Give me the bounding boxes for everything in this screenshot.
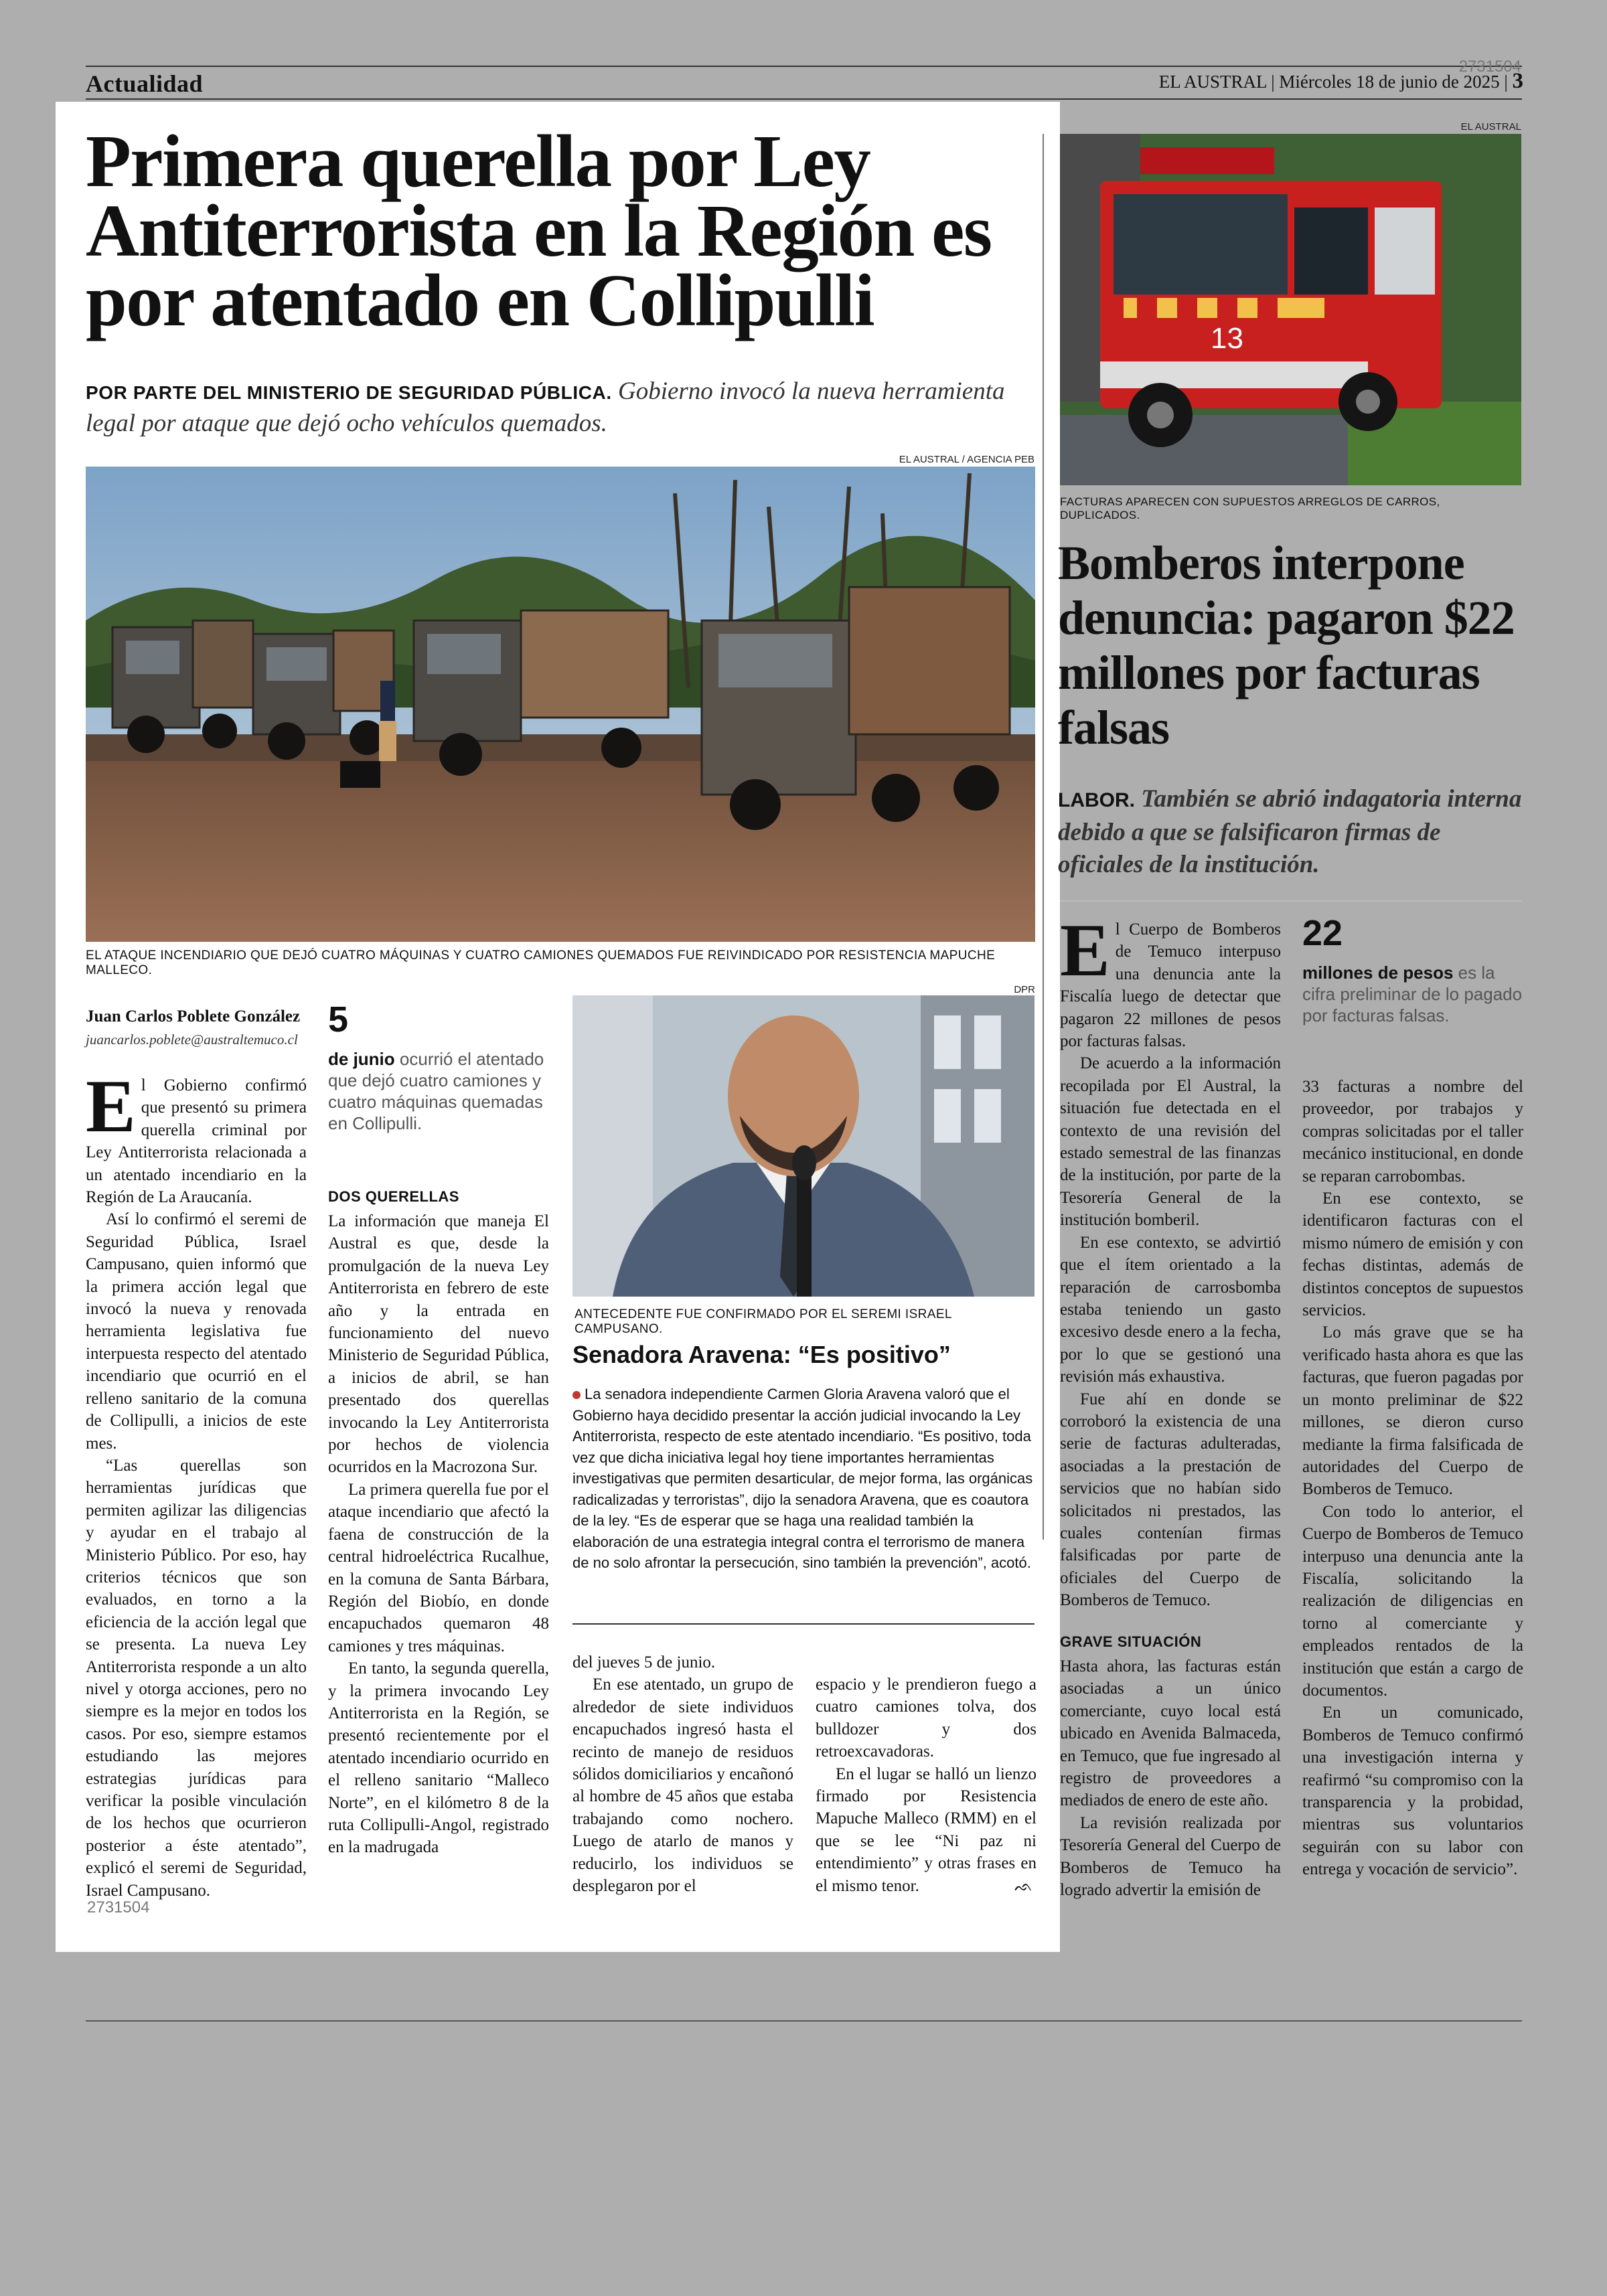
portrait-credit: DPR [1014,984,1035,995]
page-folio: EL AUSTRAL | Miércoles 18 de junio de 2025 | 3 [1158,69,1523,93]
side-col2-para-1: 33 facturas a nombre del proveedor, por trabajos y compras solicitadas por el taller mecánico institucional, en donde se reparan carrobombas. [1302,1078,1523,1185]
side-subhead: GRAVE SITUACIÓN [1060,1633,1202,1650]
header-rule [86,66,1522,67]
main-photo-credit: EL AUSTRAL / AGENCIA PEB [899,454,1035,465]
side-col2-para-4: Con todo lo anterior, el Cuerpo de Bomberos de Temuco interpuso una denuncia ante la Fiscalía, solicitando la realización de diligencias en torno al comerciante y empleados rentados de la institución que están a cargo de documentos. [1302,1502,1523,1700]
side-column-1 [1060,909,1281,1612]
side-stat-description: es la cifra preliminar de lo pagado por facturas falsas. [1302,963,1523,1026]
truck-number: 13 [1211,322,1243,355]
side-col2-para-3: Lo más grave que se ha verificado hasta ahora es que las facturas, que fueron pagadas por un monto preliminar de $22 millones, se dieron curso mediante la firma falsificada de autoridades del Cuerpo de Bomberos de Temuco. [1302,1323,1523,1499]
side-column-2 [1302,1076,1523,1881]
main-col1-para-3: “Las querellas son herramientas jurídicas que permiten agilizar las diligencias y ayudar en el trabajo al Ministerio Público. Por eso, hay criterios técnicos que son evaluados, en torno a la eficiencia de la acción legal que se presenta. La nueva Ley Antiterrorista responde a un alto nivel y otorga acciones, pero no siempre es la mejor en todos los casos. Por eso, siempre estamos estudiando las mejores estrategias jurídicas para verificar la posible vinculación de los hechos que ocurrieron posterior a éste atentado”, explicó el seremi de Seguridad, Israel Campusano. [86,1456,307,1900]
fire-truck-photo [1060,134,1521,485]
bullet-icon [572,1391,581,1399]
main-lede-kicker: POR PARTE DEL MINISTERIO DE SEGURIDAD PÚBLICA. [86,382,612,403]
side-stat-number: 22 [1302,913,1343,953]
page-number: 3 [1512,69,1523,93]
side-col1-para-1: El Cuerpo de Bomberos de Temuco interpuso una denuncia ante la Fiscalía luego de detectar que pagaron 22 millones de pesos por facturas falsas. [1060,909,1281,1051]
main-col2-para-2: La primera querella fue por el ataque incendiario que afectó la faena de construcción de la central hidroeléctrica Rucalhue, en la comuna de Santa Bárbara, Región del Biobío, en donde encapuchados quemaron 48 camiones y tres máquinas. [328,1480,549,1655]
burned-trucks-photo [86,467,1035,942]
main-headline: Primera querella por Ley Antiterrorista en la Región es por atentado en Collipulli [86,120,992,342]
main-col2-para-3: En tanto, la segunda querella, y la primera invocando Ley Antiterrorista en la Región, se presentó recientemente por el atentado incendiario ocurrido en el relleno sanitario “Malleco Norte”, en el kilómetro 8 de la ruta Collipulli-Angol, registrado en la madrugada [328,1659,549,1857]
side-lede [1058,783,1527,881]
side-lede-rule [1060,900,1522,902]
seremi-portrait-photo [572,995,1035,1297]
box-text: La senadora independiente Carmen Gloria Aravena valoró que el Gobierno haya decidido presentar la acción judicial invocando la Ley Antiterrorista, respecto de este atentado incendiario. “Es positivo, toda vez que dicha iniciativa legal hoy tiene importantes herramientas investigativas que permiten desarticular, de mejor forma, las orgánicas radicalizadas y terroristas”, dijo la senadora Aravena, que es coautora de la ley. “Es de esperar que se haga una realidad también la elaboración de una estrategia integral contra el terrorismo de manera de no solo afrontar la persecución, sino también la prevención”, acotó. [572,1386,1033,1571]
side-col1-para-4: Fue ahí en donde se corroboró la existencia de una serie de facturas adulteradas, asociadas a la prestación de servicios que no habían sido solicitados ni prestados, las cuales contenían firmas falsificadas por parte de oficiales del Cuerpo de Bomberos de Temuco. [1060,1390,1281,1610]
side-col1-para-3: En ese contexto, se advirtió que el ítem orientado a la reparación de carrosbomba estaba teniendo un gasto excesivo desde enero a la fecha, por lo que se gestionó una revisión más exhaustiva. [1060,1233,1281,1386]
side-photo-caption: FACTURAS APARECEN CON SUPUESTOS ARREGLOS DE CARROS, DUPLICADOS. [1060,495,1440,521]
main-column-2 [328,1210,549,1859]
main-column-3 [572,1651,793,1897]
byline: Juan Carlos Poblete González [86,1007,301,1026]
stat-number: 5 [328,999,349,1040]
box-rule [572,1623,1035,1625]
end-mark-icon: ᨒ [1014,1878,1033,1894]
main-col3-para-1: del jueves 5 de junio. [572,1653,716,1671]
subhead-dos-querellas: DOS QUERELLAS [328,1188,459,1205]
side-stat-bold: millones de pesos [1302,963,1454,983]
footer-rule [86,2020,1522,2022]
corner-id: 2731504 [1458,58,1521,76]
main-col3-para-2: En ese atentado, un grupo de alrededor de siete individuos encapuchados ingresó hasta el recinto de manejo de residuos sólidos domiciliarios y encañonó al hombre de 45 años que estaba trabajando como nochero. Luego de atarlo de manos y reducirlo, los individuos se desplegaron por el [572,1675,793,1896]
side-lede-text: También se abrió indagatoria interna debido a que se falsificaron firmas de oficiales de la institución. [1058,785,1522,878]
main-col4-para-1: espacio y le prendieron fuego a cuatro camiones tolva, dos bulldozer y dos retroexcavadoras. [816,1675,1037,1761]
side-col1b-para-2: La revisión realizada por Tesorería General del Cuerpo de Bomberos de Temuco ha logrado advertir la emisión de [1060,1813,1281,1900]
stat-description: ocurrió el atentado que dejó cuatro camiones y cuatro máquinas quemadas en Collipulli. [328,1049,544,1133]
burned-trucks-illustration [86,467,1035,942]
side-col1b-para-1: Hasta ahora, las facturas están asociadas a un único comerciante, cuyo local está ubicado en Avenida Balmaceda, en Temuco, que fue ingresado al registro de proveedores a mediados de enero de este año. [1060,1657,1281,1810]
stat-text [328,1048,549,1134]
side-photo-credit: EL AUSTRAL [1460,121,1521,133]
portrait-caption: ANTECEDENTE FUE CONFIRMADO POR EL SEREMI ISRAEL CAMPUSANO. [575,1307,952,1336]
clip-id: 2731504 [87,1898,150,1916]
side-lede-kicker: LABOR. [1058,789,1135,811]
side-col1-para-2: De acuerdo a la información recopilada por El Austral, la situación fue detectada en el contexto de una revisión del estado semestral de las finanzas de la institución, por parte de la Tesorería General de la institución bomberil. [1060,1054,1281,1230]
side-stat-text [1302,962,1523,1026]
main-col1-para-1: El Gobierno confirmó que presentó su primera querella criminal por Ley Antiterrorista relacionada a un atentado incendiario en la Región de La Araucanía. [86,1065,307,1207]
issue-date: Miércoles 18 de junio de 2025 [1279,72,1500,92]
main-column-1 [86,1065,307,1902]
drop-cap: E [86,1065,136,1148]
side-headline: Bomberos interpone denuncia: pagaron $22 millones por facturas falsas [1058,536,1515,754]
section-title: Actualidad [86,70,204,97]
box-title: Senadora Aravena: “Es positivo” [572,1341,951,1368]
main-col1-para-2: Así lo confirmó el seremi de Seguridad Pública, Israel Campusano, quien informó que la primera acción legal que invocó la nueva y renovada herramienta legislativa fue interpuesta respecto del atentado incendiario que ocurrió en el relleno sanitario de la comuna de Collipulli, a inicios de este mes. [86,1210,307,1453]
side-col2-para-2: En ese contexto, se identificaron facturas con el mismo número de emisión y con fechas distintas, además de distintos conceptos de supuestos servicios. [1302,1190,1523,1320]
main-column-4 [816,1673,1037,1897]
header-rule-bottom [86,98,1522,100]
main-col2-para-1: La información que maneja El Austral es que, desde la promulgación de la nueva Ley Antiterrorista en febrero de este año y la entrada en funcionamiento del nuevo Ministerio de Seguridad Pública, a inicios de abril, se han presentado dos querellas invocando la Ley Antiterrorista por hechos de violencia ocurridos en la Macrozona Sur. [328,1212,549,1477]
seremi-portrait-illustration [572,995,1035,1297]
newspaper-name: EL AUSTRAL [1158,72,1267,92]
side-col2-para-5: En un comunicado, Bomberos de Temuco confirmó una investigación interna y reafirmó “su compromiso con la transparencia y la probidad, mientras sus voluntarios seguirán con su labor con entrega y vocación de servicio”. [1302,1704,1523,1879]
stat-bold: de junio [328,1049,395,1069]
main-lede-text: Gobierno invocó la nueva herramienta legal por ataque que dejó ocho vehículos quemados. [86,378,1005,437]
main-lede [86,376,1037,439]
byline-email: juancarlos.poblete@australtemuco.cl [86,1032,298,1048]
side-column-1b [1060,1655,1281,1901]
senadora-box-body [572,1384,1035,1574]
main-col4-para-2: En el lugar se halló un lienzo firmado por Resistencia Mapuche Malleco (RMM) en el que se lee “Ni paz ni entendimiento” y otras frases en el mismo tenor. [816,1765,1037,1895]
main-photo-caption: EL ATAQUE INCENDIARIO QUE DEJÓ CUATRO MÁQUINAS Y CUATRO CAMIONES QUEMADOS FUE REIVINDICADO POR RESISTENCIA MAPUCHE MALLECO. [86,949,996,977]
side-drop-cap: E [1060,909,1110,992]
column-divider [1043,134,1044,1540]
fire-truck-illustration [1060,134,1521,485]
